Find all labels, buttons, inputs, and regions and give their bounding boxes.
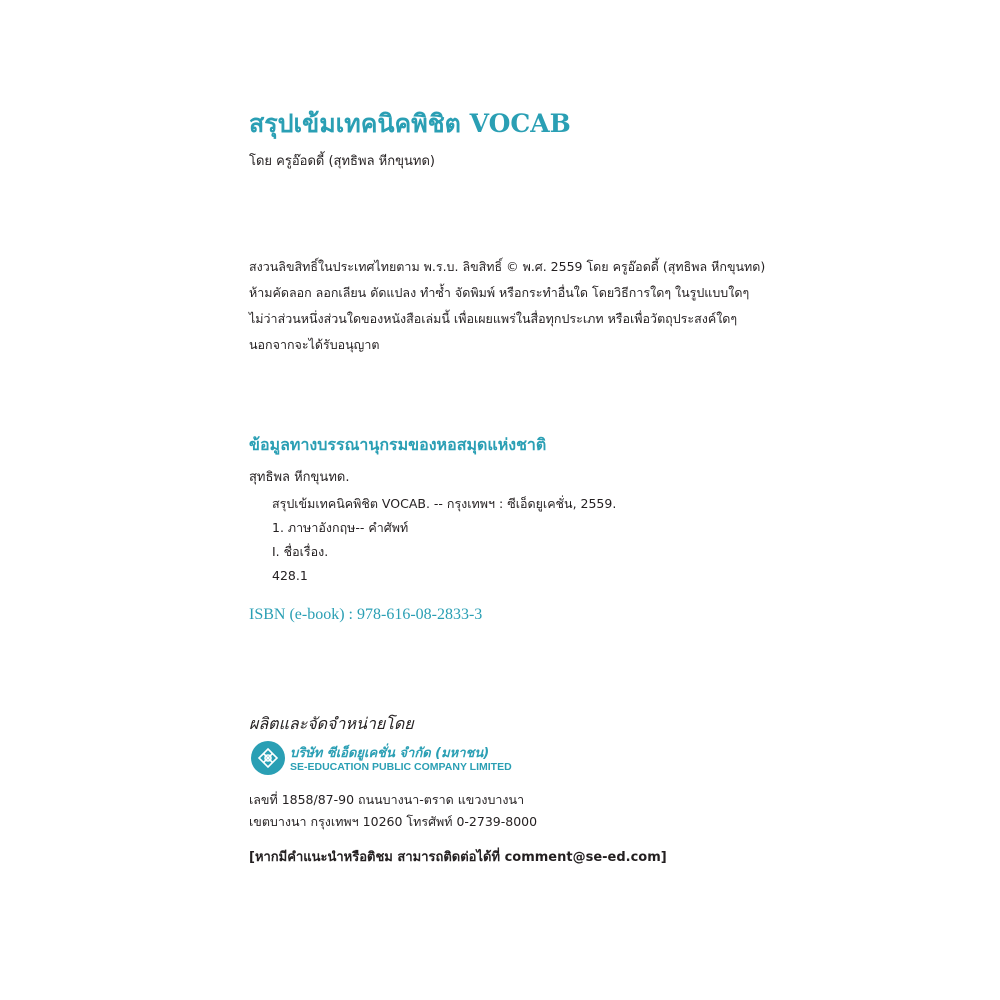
publisher-address-line: เขตบางนา กรุงเทพฯ 10260 โทรศัพท์ 0-2739-8000 — [249, 814, 538, 829]
copyright-line: ไม่ว่าส่วนหนึ่งส่วนใดของหนังสือเล่มนี้ เพื่อเผยแพร่ในสื่อทุกประเภท หรือเพื่อวัตถุประสงค์ใดๆ — [249, 311, 738, 326]
cataloging-entry: สรุปเข้มเทคนิคพิชิต VOCAB. -- กรุงเทพฯ : ซีเอ็ดยูเคชั่น, 2559. — [272, 496, 617, 511]
copyright-line: ห้ามคัดลอก ลอกเลียน ดัดแปลง ทำซ้ำ จัดพิมพ์ หรือกระทำอื่นใด โดยวิธีการใดๆ ในรูปแบบใดๆ — [249, 285, 750, 300]
copyright-line: นอกจากจะได้รับอนุญาต — [249, 337, 380, 352]
isbn: ISBN (e-book) : 978-616-08-2833-3 — [249, 606, 483, 623]
se-ed-logo-icon — [251, 741, 285, 775]
cataloging-heading: ข้อมูลทางบรรณานุกรมของหอสมุดแห่งชาติ — [249, 435, 547, 454]
copyright-notice — [249, 254, 765, 358]
feedback-contact: [หากมีคำแนะนำหรือติชม สามารถติดต่อได้ที่ comment@se-ed.com] — [249, 850, 667, 865]
author-line: โดย ครูอ๊อดดี้ (สุทธิพล หีกขุนทด) — [249, 154, 435, 169]
publisher-address-line: เลขที่ 1858/87-90 ถนนบางนา-ตราด แขวงบางนา — [249, 792, 525, 807]
cataloging-classification: 428.1 — [272, 568, 308, 583]
book-title: สรุปเข้มเทคนิคพิชิต VOCAB — [249, 109, 571, 138]
publisher-name-thai: บริษัท ซีเอ็ดยูเคชั่น จำกัด (มหาชน) — [290, 746, 490, 761]
publisher-name-english: SE-EDUCATION PUBLIC COMPANY LIMITED — [290, 761, 512, 773]
cataloging-subject: 1. ภาษาอังกฤษ-- คำศัพท์ — [272, 520, 409, 535]
copyright-line: สงวนลิขสิทธิ์ในประเทศไทยตาม พ.ร.บ. ลิขสิทธิ์ © พ.ศ. 2559 โดย ครูอ๊อดดี้ (สุทธิพล หีกขุนทด) — [249, 259, 766, 274]
cataloging-title-entry: I. ชื่อเรื่อง. — [272, 544, 329, 559]
cataloging-author: สุทธิพล หีกขุนทด. — [249, 470, 350, 485]
produced-by-label: ผลิตและจัดจำหน่ายโดย — [249, 714, 414, 733]
